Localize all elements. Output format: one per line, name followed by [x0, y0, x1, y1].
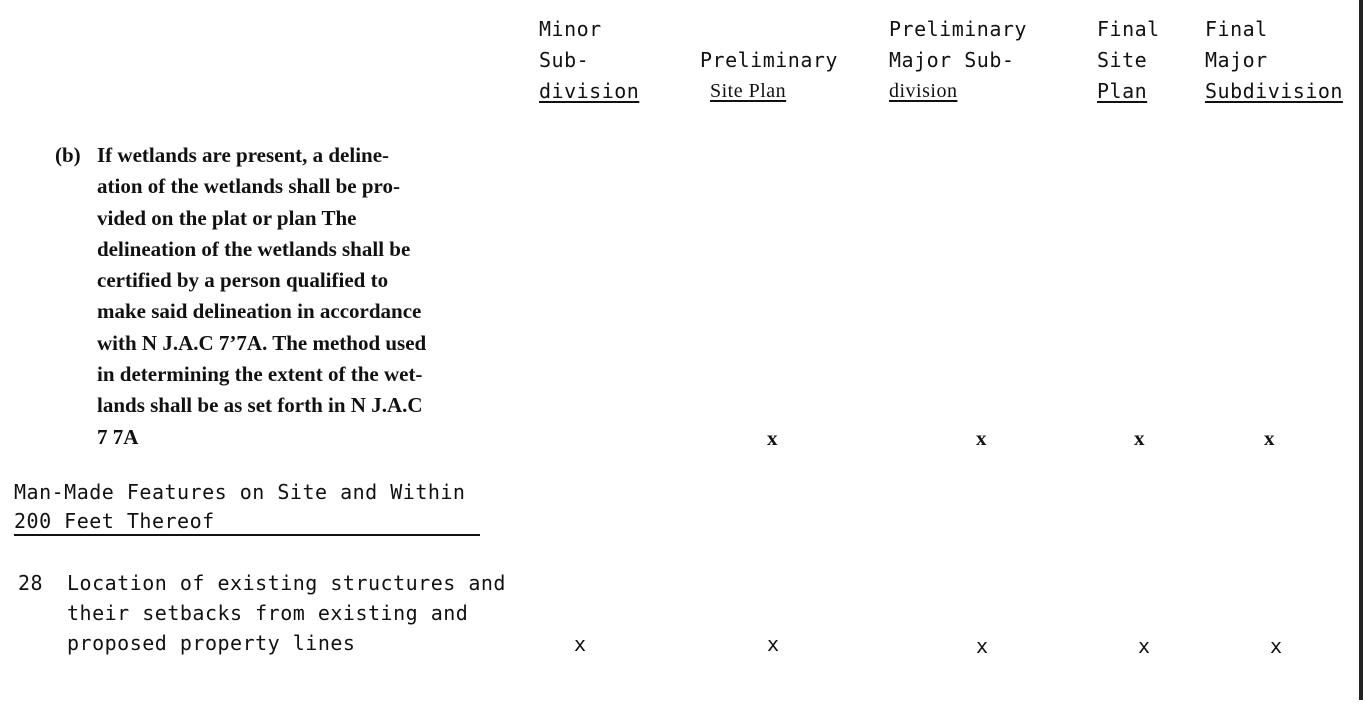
header-line: Sub-	[539, 48, 590, 72]
header-line: Major Sub-	[889, 48, 1015, 72]
section-title-line: 200 Feet Thereof	[14, 509, 215, 533]
item-text-line: delineation of the wetlands shall be	[97, 236, 411, 261]
mark-final-major-subdivision: x	[1264, 426, 1275, 450]
section-title-line: Man-Made Features on Site and Within	[14, 480, 466, 504]
header-line: Preliminary	[889, 17, 1027, 41]
item-28-number: 28	[18, 571, 44, 595]
section-title-man-made-features	[14, 478, 465, 536]
column-header-preliminary-site-plan	[700, 45, 838, 107]
section-underline	[14, 534, 480, 536]
header-line: Preliminary	[700, 48, 838, 72]
item-text-line: 7 7A	[97, 424, 139, 449]
item-text-line: ation of the wetlands shall be pro-	[97, 174, 400, 199]
header-line: Final	[1097, 17, 1160, 41]
mark-preliminary-site-plan: x	[767, 632, 780, 656]
header-line: Site Plan	[710, 80, 787, 102]
page-edge	[1359, 0, 1363, 700]
column-header-final-major-subdivision	[1205, 14, 1343, 107]
item-text-line: in determining the extent of the wet-	[97, 362, 423, 387]
header-line: Minor	[539, 17, 602, 41]
header-line: division	[539, 79, 640, 103]
item-text-line: If wetlands are present, a deline-	[97, 143, 390, 167]
header-line: Major	[1205, 48, 1268, 72]
header-line: Plan	[1097, 79, 1148, 103]
column-header-final-site-plan	[1097, 14, 1160, 107]
mark-final-site-plan: x	[1138, 634, 1151, 658]
header-line: Subdivision	[1205, 79, 1343, 103]
item-text-line: their setbacks from existing and	[67, 601, 469, 625]
item-text-line: with N J.A.C 7’7A. The method used	[97, 330, 427, 355]
header-line: division	[889, 80, 958, 102]
item-text-line: proposed property lines	[67, 631, 356, 655]
item-b-wetlands	[55, 140, 515, 453]
header-line: Final	[1205, 17, 1268, 41]
item-text-line: vided on the plat or plan The	[97, 205, 357, 230]
mark-final-major-subdivision: x	[1270, 634, 1283, 658]
mark-preliminary-major-subdivision: x	[976, 426, 987, 450]
column-header-preliminary-major-subdivision	[889, 14, 1027, 107]
item-text-line: lands shall be as set forth in N J.A.C	[97, 393, 423, 418]
mark-minor-subdivision: x	[574, 632, 587, 656]
mark-final-site-plan: x	[1134, 426, 1145, 450]
item-text-line: certified by a person qualified to	[97, 268, 389, 293]
column-header-minor-subdivision	[539, 14, 639, 107]
item-text-line: make said delineation in accordance	[97, 299, 422, 324]
mark-preliminary-major-subdivision: x	[976, 634, 989, 658]
item-label: (b)	[55, 143, 81, 167]
mark-preliminary-site-plan: x	[767, 426, 778, 450]
item-28-text	[67, 568, 506, 658]
item-text-line: Location of existing structures and	[67, 571, 506, 595]
header-line: Site	[1097, 48, 1148, 72]
